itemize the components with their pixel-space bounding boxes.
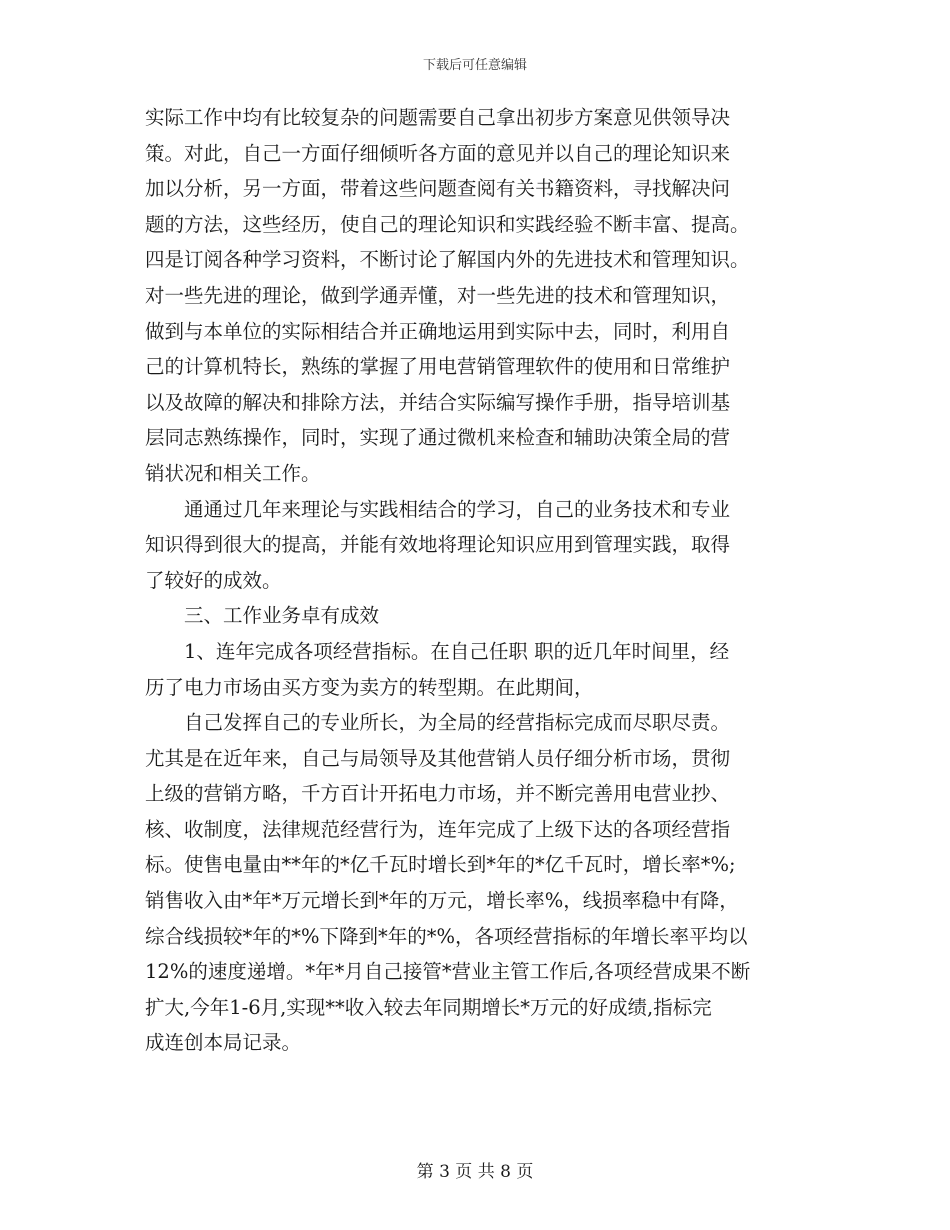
body-paragraph-4: 自己发挥自己的专业所长，为全局的经营指标完成而尽职尽责。 尤其是在近年来，自己与局领导及其他营销人员仔细分析市场，贯彻 上级的营销方略，千方百计开拓电力市场，并不断完善用电营业抄、 核、收制度，法律规范经营行为，连年完成了上级下达的各项经营指 标。使售电量由**年的*亿千瓦时增长到*年的*亿千瓦时，增长率*%; 销售收入由*年*万元增长到*年的万元，增长率%，线损率稳中有降， 综合线损较*年的*%下降到*年的*%，各项经营指标的年增长率平均以 12%的速度递增。*年*月自己接管*营业主管工作后,各项经营成果不断 扩大,今年1-6月,实现**收入较去年同期增长*万元的好成绩,指标完 成连创本局记录。 [145, 711, 751, 1055]
page-header: 下载后可任意编辑 [422, 58, 527, 73]
page-number-footer: 第 3 页 共 8 页 [416, 1162, 534, 1182]
document-body [145, 100, 805, 1061]
body-paragraph-2: 通通过几年来理论与实践相结合的学习，自己的业务技术和专业 知识得到很大的提高，并能有效地将理论知识应用到管理实践，取得 了较好的成效。 [145, 497, 731, 592]
body-paragraph-1: 实际工作中均有比较复杂的问题需要自己拿出初步方案意见供领导决 策。对此，自己一方面仔细倾听各方面的意见并以自己的理论知识来 加以分析，另一方面，带着这些问题查阅有关书籍资料，寻找解决问 题的方法，这些经历，使自己的理论知识和实践经验不断丰富、提高。 四是订阅各种学习资料，不断讨论了解国内外的先进技术和管理知识。 对一些先进的理论，做到学通弄懂，对一些先进的技术和管理知识， 做到与本单位的实际相结合并正确地运用到实际中去，同时，利用自 己的计算机特长，熟练的掌握了用电营销管理软件的使用和日常维护 以及故障的解决和排除方法，并结合实际编写操作手册，指导培训基 层同志熟练操作，同时，实现了通过微机来检查和辅助决策全局的营 销状况和相关工作。 [145, 106, 750, 485]
body-paragraph-3: 1、连年完成各项经营指标。在自己任职 职的近几年时间里，经 历了电力市场由买方变为卖方的转型期。在此期间， [145, 639, 730, 699]
section-heading: 三、工作业务卓有成效 [184, 604, 380, 628]
